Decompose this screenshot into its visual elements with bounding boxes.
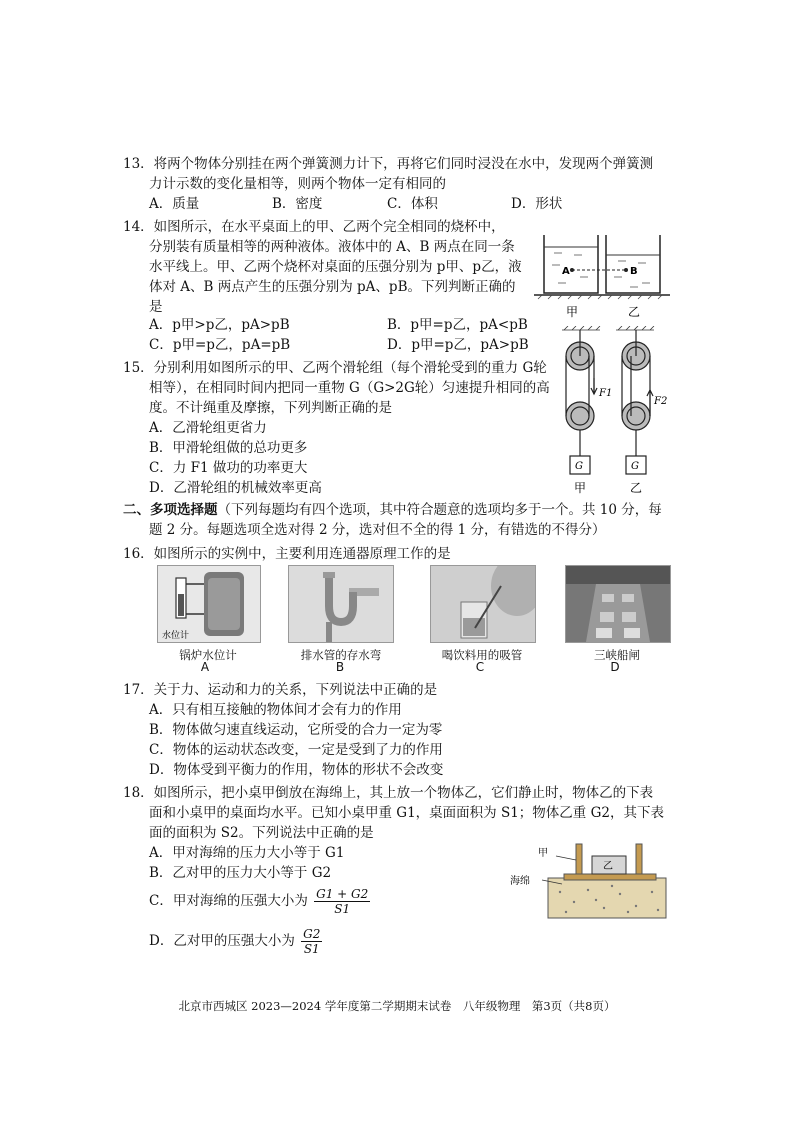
q15-option-d: D．乙滑轮组的机械效率更高	[149, 480, 322, 496]
photo-ship-lock	[565, 565, 671, 643]
sponge-label: 海绵	[510, 876, 530, 887]
q14-line4: 体对 A、B 两点产生的压强分别为 pA、pB。下列判断正确的	[149, 279, 516, 295]
q18-option-a: A．甲对海绵的压力大小等于 G1	[149, 845, 345, 861]
photo-c-caption: 喝饮料用的吸管	[441, 648, 523, 662]
photo-b-letter: B	[335, 660, 345, 674]
q14-line1: 14．如图所示，在水平桌面上的甲、乙两个完全相同的烧杯中，	[123, 219, 505, 235]
photo-a-letter: A	[200, 660, 210, 674]
q14-option-c: C．p甲=p乙，pA=pB	[149, 337, 291, 353]
force-f1-label: F1	[599, 388, 613, 399]
q15-line3: 度。不计绳重及摩擦，下列判断正确的是	[149, 400, 392, 416]
q18-option-c-numerator: G1 + G2	[316, 887, 369, 901]
q15-line2: 相等），在相同时间内把同一重物 G（G>2G轮）匀速提升相同的高	[149, 380, 550, 396]
q18-option-d-fraction	[301, 927, 322, 956]
beaker-right-label: 乙	[628, 305, 641, 319]
q17-option-b: B．物体做匀速直线运动，它所受的合力一定为零	[149, 722, 443, 738]
page-footer: 北京市西城区 2023—2024 学年度第二学期期末试卷 八年级物理 第3页（共8页）	[178, 999, 616, 1013]
section2-title: 二、多项选择题	[123, 502, 218, 518]
photo-drinking-straw	[430, 565, 536, 643]
section2-heading	[123, 501, 662, 519]
photo-a-caption: 锅炉水位计	[179, 648, 237, 662]
q13-line1: 13．将两个物体分别挂在两个弹簧测力计下，再将它们同时浸没在水中，发现两个弹簧测	[123, 156, 654, 172]
q13-option-d: D．形状	[511, 196, 563, 212]
q18-line2: 面和小桌甲的桌面均水平。已知小桌甲重 G1，桌面面积为 S1；物体乙重 G2，其下表	[149, 805, 664, 821]
photo-b-caption: 排水管的存水弯	[300, 648, 382, 662]
weight-right-label: G	[631, 461, 639, 472]
weight-left-label: G	[575, 461, 583, 472]
boiler-gauge-label: 水位计	[162, 631, 190, 641]
photo-c-letter: C	[475, 660, 485, 674]
q17-option-d: D．物体受到平衡力的作用，物体的形状不会改变	[149, 762, 444, 778]
q18-option-c-denominator: S1	[334, 902, 351, 916]
q18-option-c-text: C．甲对海绵的压强大小为	[149, 893, 308, 909]
q18-line1: 18．如图所示，把小桌甲倒放在海绵上，其上放一个物体乙，它们静止时，物体乙的下表	[123, 785, 654, 801]
q18-option-d-text: D．乙对甲的压强大小为	[149, 933, 295, 949]
q14-option-b: B．p甲=p乙，pA<pB	[387, 317, 528, 333]
beakers-figure	[534, 225, 670, 321]
q14-line3: 水平线上。甲、乙两个烧杯对桌面的压强分别为 p甲、p乙，液	[149, 259, 522, 275]
q14-line5: 是	[149, 299, 163, 315]
q13-option-a: A．质量	[149, 196, 200, 212]
q15-line1: 15．分别利用如图所示的甲、乙两个滑轮组（每个滑轮受到的重力 G轮	[123, 360, 547, 376]
photo-drain-trap	[288, 565, 394, 643]
q15-option-a: A．乙滑轮组更省力	[149, 420, 267, 436]
pulley-figure	[552, 326, 672, 498]
q17-option-a: A．只有相互接触的物体间才会有力的作用	[149, 702, 402, 718]
q18-option-d-denominator: S1	[303, 942, 320, 956]
point-a-label: A	[562, 266, 570, 277]
q14-line2: 分别装有质量相等的两种液体。液体中的 A、B 两点在同一条	[149, 239, 515, 255]
photo-d-letter: D	[610, 660, 620, 674]
q16-text: 16．如图所示的实例中，主要利用连通器原理工作的是	[123, 546, 451, 562]
q13-option-c: C．体积	[387, 196, 438, 212]
photo-d-caption: 三峡船闸	[594, 648, 640, 662]
section2-desc-line1: （下列每题均有四个选项，其中符合题意的选项均多于一个。共 10 分，每	[217, 502, 662, 518]
q13-line2: 力计示数的变化量相等，则两个物体一定有相同的	[149, 176, 446, 192]
table-jia-label: 甲	[538, 848, 548, 859]
q17-text: 17．关于力、运动和力的关系，下列说法中正确的是	[123, 682, 438, 698]
q14-option-d: D．p甲=p乙，pA>pB	[387, 337, 529, 353]
q18-option-d-numerator: G2	[303, 927, 321, 941]
table-sponge-figure	[508, 842, 668, 922]
q13-option-b: B．密度	[272, 196, 323, 212]
q15-option-b: B．甲滑轮组做的总功更多	[149, 440, 308, 456]
force-f2-label: F2	[654, 396, 668, 407]
q18-option-c-fraction	[314, 887, 370, 916]
q18-option-c	[149, 886, 370, 916]
beaker-left-label: 甲	[566, 305, 579, 319]
pulley-left-label: 甲	[574, 481, 587, 495]
pulley-right-label: 乙	[630, 481, 643, 495]
section2-desc-line2: 题 2 分。每题选项全选对得 2 分，选对但不全的得 1 分，有错选的不得分）	[149, 522, 606, 538]
point-b-label: B	[630, 266, 638, 277]
object-yi-label: 乙	[603, 861, 613, 872]
q14-option-a: A．p甲>p乙，pA>pB	[149, 317, 290, 333]
photo-boiler-gauge	[157, 565, 261, 643]
q18-option-d	[149, 926, 322, 956]
q18-line3: 面的面积为 S2。下列说法中正确的是	[149, 825, 374, 841]
q15-option-c: C．力 F1 做功的功率更大	[149, 460, 308, 476]
q17-option-c: C．物体的运动状态改变，一定是受到了力的作用	[149, 742, 443, 758]
q18-option-b: B．乙对甲的压力大小等于 G2	[149, 865, 332, 881]
